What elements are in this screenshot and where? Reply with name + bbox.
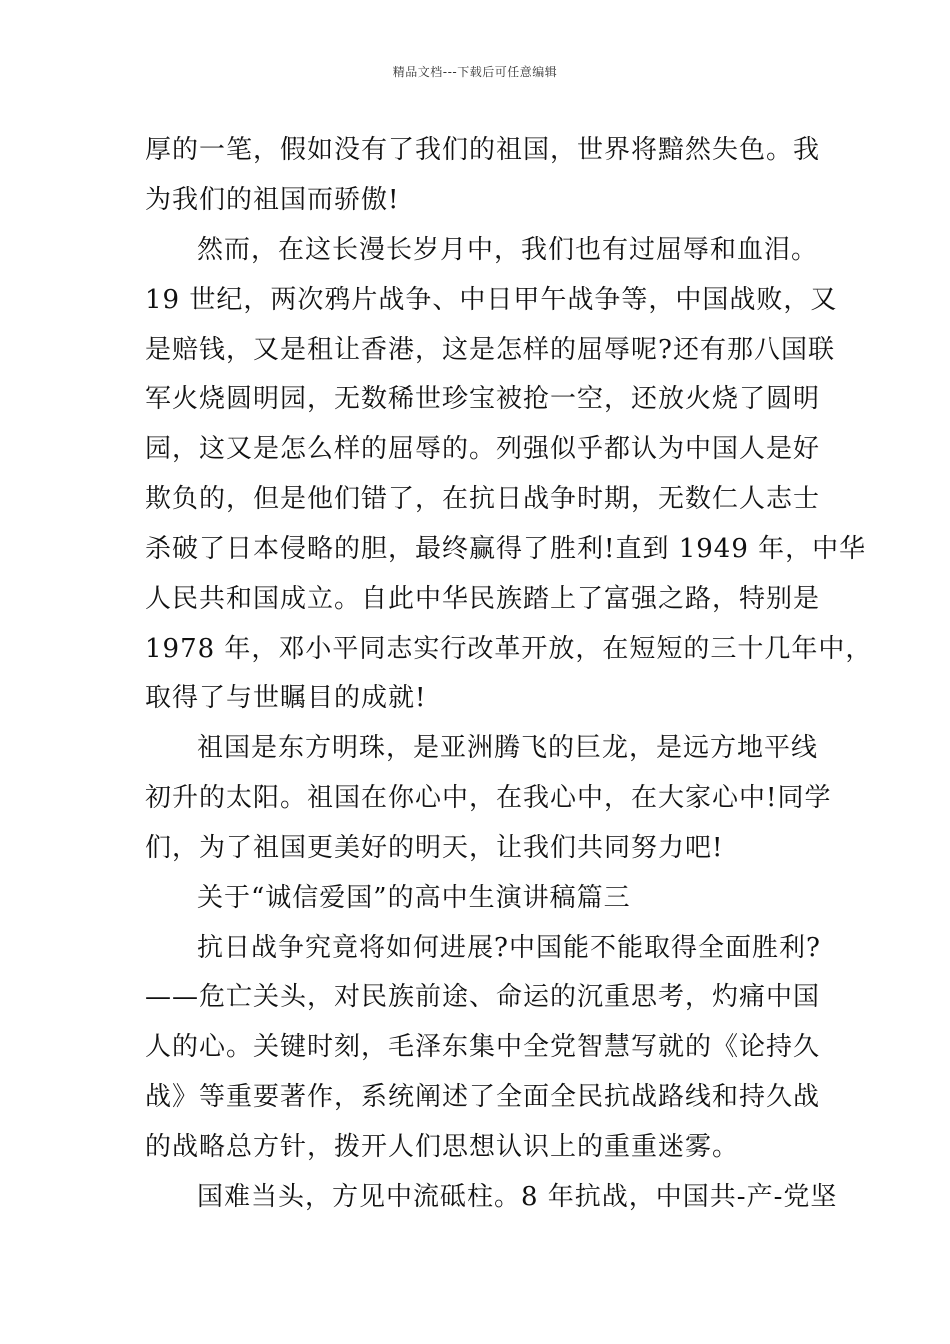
text-line: 园，这又是怎么样的屈辱的。列强似乎都认为中国人是好 [145, 434, 821, 464]
paragraph-first-line: 抗日战争究竟将如何进展?中国能不能取得全面胜利? [197, 933, 821, 963]
text-line: 的战略总方针，拨开人们思想认识上的重重迷雾。 [145, 1132, 740, 1162]
text-line: 杀破了日本侵略的胆，最终赢得了胜利!直到 1949 年，中华 [145, 534, 867, 564]
text-line: 军火烧圆明园，无数稀世珍宝被抢一空，还放火烧了圆明 [145, 384, 821, 414]
paragraph-first-line: 然而，在这长漫长岁月中，我们也有过屈辱和血泪。 [197, 235, 819, 265]
paragraph-first-line: 祖国是东方明珠，是亚洲腾飞的巨龙，是远方地平线 [197, 733, 819, 763]
text-line: 19 世纪，两次鸦片战争、中日甲午战争等，中国战败，又 [145, 285, 838, 315]
text-line: 人民共和国成立。自此中华民族踏上了富强之路，特别是 [145, 584, 821, 614]
text-line: ——危亡关头，对民族前途、命运的沉重思考，灼痛中国 [145, 982, 821, 1012]
text-line: 人的心。关键时刻，毛泽东集中全党智慧写就的《论持久 [145, 1032, 821, 1062]
section-heading: 关于“诚信爱国”的高中生演讲稿篇三 [197, 883, 631, 913]
text-line: 为我们的祖国而骄傲! [145, 185, 400, 215]
text-line: 是赔钱，又是租让香港，这是怎样的屈辱呢?还有那八国联 [145, 335, 835, 365]
text-line: 厚的一笔，假如没有了我们的祖国，世界将黯然失色。我 [145, 135, 821, 165]
paragraph-first-line: 国难当头，方见中流砥柱。8 年抗战，中国共-产-党坚 [197, 1182, 838, 1212]
text-line: 初升的太阳。祖国在你心中，在我心中，在大家心中!同学 [145, 783, 832, 813]
text-line: 们，为了祖国更美好的明天，让我们共同努力吧! [145, 833, 724, 863]
text-line: 取得了与世瞩目的成就! [145, 683, 427, 713]
text-line: 欺负的，但是他们错了，在抗日战争时期，无数仁人志士 [145, 484, 821, 514]
text-line: 战》等重要著作，系统阐述了全面全民抗战路线和持久战 [145, 1082, 821, 1112]
page-header: 精品文档---下载后可任意编辑 [392, 65, 558, 79]
text-line: 1978 年，邓小平同志实行改革开放，在短短的三十几年中， [145, 634, 873, 664]
